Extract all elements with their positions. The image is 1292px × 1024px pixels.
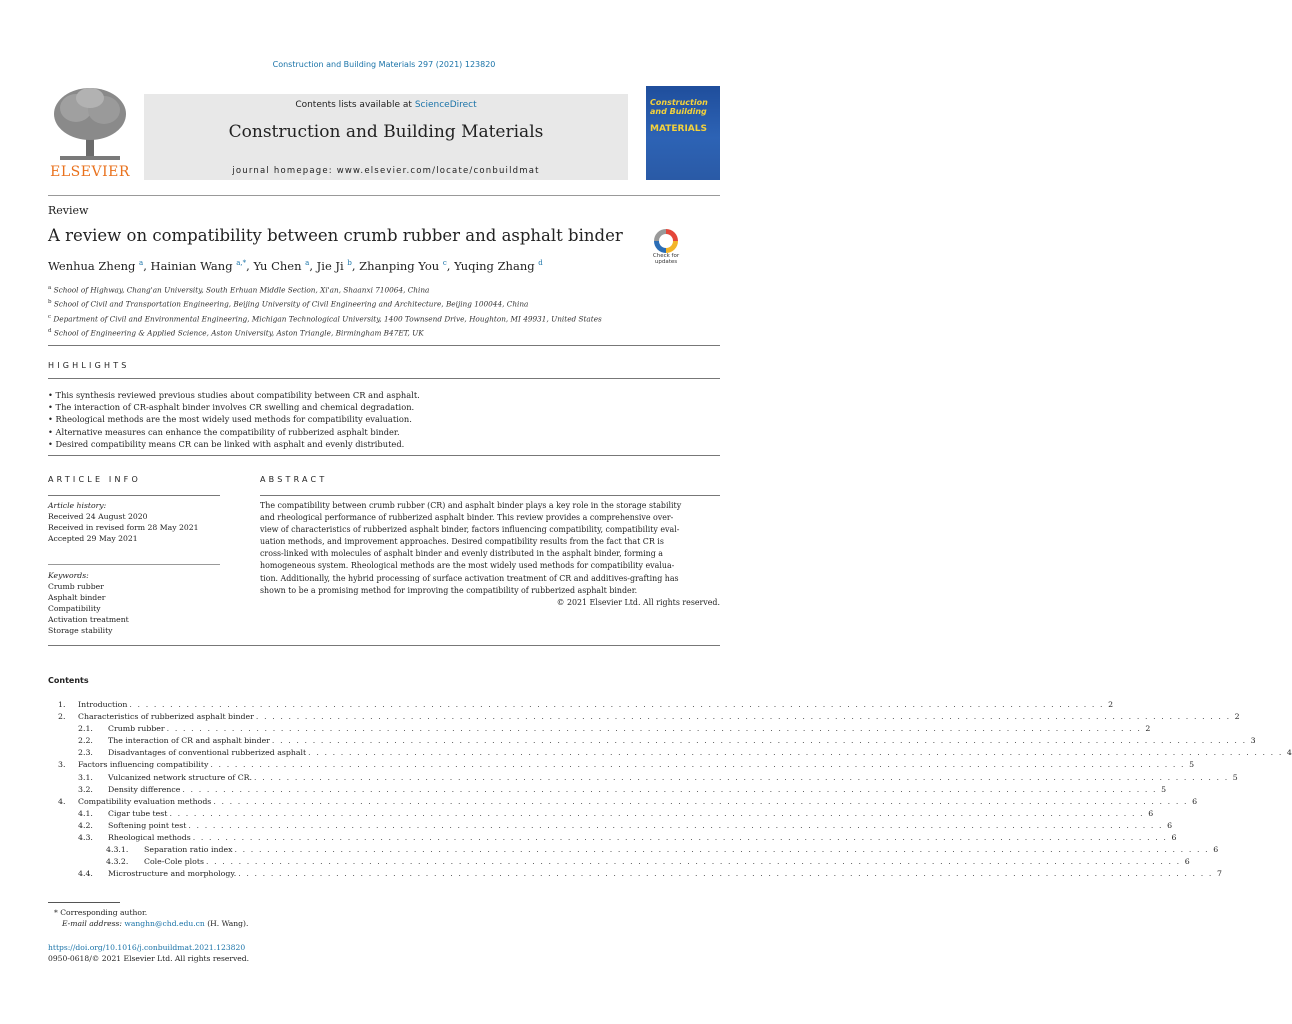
toc-leader: . . . . . . . . . . . . . . . . . . . . . . . . . . . . . . . . . . . . . . . . . . . . . . . . . . . . . . . . . . . . . . . . . . . . . . . . . . . . . . . . . . . . . . . . . . . . . . . . . . . . . . . . . . . . . . . . . . . . . . . . bbox=[255, 712, 1231, 722]
abstract-line: view of characteristics of rubberized asphalt binder, factors influencing compatibility, compatibility eval- bbox=[260, 525, 680, 535]
check-for-updates-badge[interactable] bbox=[648, 229, 684, 269]
highlight-item: • Rheological methods are the most widely used methods for compatibility evaluation. bbox=[48, 413, 720, 425]
abstract-line: homogeneous system. Rheological methods are the most widely used methods for compatibility evalua- bbox=[260, 561, 675, 571]
keyword-item[interactable]: Asphalt binder bbox=[48, 593, 106, 602]
toc-page: 2 bbox=[1145, 724, 1151, 734]
toc-entry[interactable] bbox=[48, 784, 1167, 796]
history-label: Article history: bbox=[48, 501, 107, 510]
toc-leader: . . . . . . . . . . . . . . . . . . . . . . . . . . . . . . . . . . . . . . . . . . . . . . . . . . . . . . . . . . . . . . . . . . . . . . . . . . . . . . . . . . . . . . . . . . . . . . . . . . . . . . . . . . . . . . . . . . . . . . . . bbox=[129, 700, 1105, 709]
abstract-body bbox=[260, 500, 720, 609]
contents-available-line bbox=[144, 100, 628, 110]
keyword-item[interactable]: Crumb rubber bbox=[48, 582, 104, 591]
toc-leader: . . . . . . . . . . . . . . . . . . . . . . . . . . . . . . . . . . . . . . . . . . . . . . . . . . . . . . . . . . . . . . . . . . . . . . . . . . . . . . . . . . . . . . . . . . . . . . . . . . . . . . . . . . . . . . . . . . . . . . . . bbox=[182, 784, 1158, 794]
email-note bbox=[48, 918, 448, 929]
author-affil-link[interactable]: a,* bbox=[236, 259, 247, 268]
toc-leader: . . . . . . . . . . . . . . . . . . . . . . . . . . . . . . . . . . . . . . . . . . . . . . . . . . . . . . . . . . . . . . . . . . . . . . . . . . . . . . . . . . . . . . . . . . . . . . . . . . . . . . . . . . . . . . . . . . . . . . . . bbox=[254, 772, 1229, 782]
journal-cover[interactable] bbox=[646, 86, 720, 180]
highlight-item: • Alternative measures can enhance the compatibility of rubberized asphalt binder. bbox=[48, 426, 720, 438]
toc-number: 3.2. bbox=[78, 784, 93, 794]
toc-leader: . . . . . . . . . . . . . . . . . . . . . . . . . . . . . . . . . . . . . . . . . . . . . . . . . . . . . . . . . . . . . . . . . . . . . . . . . . . . . . . . . . . . . . . . . . . . . . . . . . . . . . . . . . . . . . . . . . . . . . . . bbox=[238, 869, 1213, 879]
contents-prefix: Contents lists available at bbox=[295, 100, 415, 110]
author-name[interactable]: Hainian Wang bbox=[150, 259, 233, 273]
accepted-date: Accepted 29 May 2021 bbox=[48, 534, 138, 543]
divider bbox=[48, 495, 220, 496]
paper-title: A review on compatibility between crumb rubber and asphalt binder bbox=[48, 226, 623, 245]
toc-leader: . . . . . . . . . . . . . . . . . . . . . . . . . . . . . . . . . . . . . . . . . . . . . . . . . . . . . . . . . . . . . . . . . . . . . . . . . . . . . . . . . . . . . . . . . . . . . . . . . . . . . . . . . . . . . . . . . . . . . . . . bbox=[234, 845, 1210, 855]
toc-number: 4. bbox=[58, 796, 66, 806]
journal-title: Construction and Building Materials bbox=[228, 122, 544, 142]
affiliation-item: $^b$ School of Civil and Transportation Engineering, Beijing University of Civil Engineering and Architecture, Beijing 100044, China bbox=[48, 299, 529, 309]
divider bbox=[48, 455, 720, 456]
header-divider bbox=[48, 195, 720, 196]
highlights-list bbox=[48, 389, 720, 450]
toc-entry[interactable] bbox=[48, 759, 1195, 771]
highlights-heading: HIGHLIGHTS bbox=[48, 361, 130, 370]
article-type: Review bbox=[48, 204, 89, 217]
abstract-line: The compatibility between crumb rubber (CR) and asphalt binder plays a key role in the storage stability bbox=[260, 501, 682, 510]
toc-page: 5 bbox=[1161, 784, 1167, 794]
keywords-label: Keywords: bbox=[48, 571, 89, 580]
toc-page: 2 bbox=[1234, 712, 1240, 722]
divider bbox=[48, 345, 720, 346]
sciencedirect-link[interactable]: ScienceDirect bbox=[414, 100, 477, 110]
toc-page: 6 bbox=[1213, 845, 1219, 855]
toc-entry[interactable] bbox=[48, 856, 1190, 868]
toc-page: 5 bbox=[1189, 760, 1195, 770]
toc-number: 3. bbox=[58, 760, 66, 770]
toc-page: 5 bbox=[1232, 772, 1238, 782]
author-affil-link[interactable]: a bbox=[139, 259, 144, 268]
author-affil-link[interactable]: c bbox=[442, 259, 447, 268]
toc-number: 2. bbox=[58, 712, 66, 722]
toc-label[interactable]: Vulcanized network structure of CR. bbox=[108, 772, 253, 782]
keywords-block bbox=[48, 570, 228, 636]
toc-entry[interactable] bbox=[48, 772, 1238, 784]
toc-number: 4.3.2. bbox=[106, 857, 129, 867]
toc-leader: . . . . . . . . . . . . . . . . . . . . . . . . . . . . . . . . . . . . . . . . . . . . . . . . . . . . . . . . . . . . . . . . . . . . . . . . . . . . . . . . . . . . . . . . . . . . . . . . . . . . . . . . . . . . . . . . . . . . . . . . bbox=[192, 833, 1168, 843]
toc-label[interactable]: Introduction bbox=[78, 700, 128, 709]
email-suffix: (H. Wang). bbox=[204, 919, 249, 928]
toc-leader: . . . . . . . . . . . . . . . . . . . . . . . . . . . . . . . . . . . . . . . . . . . . . . . . . . . . . . . . . . . . . . . . . . . . . . . . . . . . . . . . . . . . . . . . . . . . . . . . . . . . . . . . . . . . . . . . . . . . . . . . bbox=[308, 748, 1283, 758]
toc-page: 2 bbox=[1108, 700, 1114, 709]
toc-number: 4.1. bbox=[78, 808, 93, 818]
toc-label[interactable]: Softening point test bbox=[108, 820, 187, 830]
elsevier-wordmark: ELSEVIER bbox=[50, 164, 130, 180]
toc-page: 4 bbox=[1286, 748, 1292, 758]
doi-link[interactable]: https://doi.org/10.1016/j.conbuildmat.2021.123820 bbox=[48, 943, 246, 952]
affiliation-item: $^a$ School of Highway, Chang'an University, South Erhuan Middle Section, Xi'an, Shaanxi 710064, China bbox=[48, 285, 430, 295]
footnotes bbox=[48, 907, 448, 929]
toc-entry[interactable] bbox=[48, 711, 1240, 723]
email-link[interactable]: wanghn@chd.edu.cn bbox=[124, 919, 205, 928]
divider bbox=[48, 645, 720, 646]
toc-leader: . . . . . . . . . . . . . . . . . . . . . . . . . . . . . . . . . . . . . . . . . . . . . . . . . . . . . . . . . . . . . . . . . . . . . . . . . . . . . . . . . . . . . . . . . . . . . . . . . . . . . . . . . . . . . . . . . . . . . . . . bbox=[169, 808, 1145, 818]
highlight-item: • Desired compatibility means CR can be linked with asphalt and evenly distributed. bbox=[48, 438, 720, 450]
abstract-line: uation methods, and improvement approaches. Desired compatibility results from the fact that CR is bbox=[260, 537, 664, 547]
toc-entry[interactable] bbox=[48, 735, 1256, 747]
toc-number: 2.2. bbox=[78, 736, 93, 746]
issn-line: 0950-0618/© 2021 Elsevier Ltd. All rights reserved. bbox=[48, 954, 250, 963]
abstract-line: tion. Additionally, the hybrid processing of surface activation treatment of CR and additives-grafting has bbox=[260, 573, 679, 583]
toc-number: 4.3.1. bbox=[106, 845, 129, 855]
footnote-divider bbox=[48, 902, 120, 903]
toc-page: 6 bbox=[1171, 833, 1177, 843]
toc-label[interactable]: Separation ratio index bbox=[144, 845, 233, 855]
cover-subtitle: MATERIALS bbox=[650, 124, 707, 134]
toc-entry[interactable] bbox=[48, 832, 1177, 844]
affiliation-item: $^c$ Department of Civil and Environmental Engineering, Michigan Technological University, 1400 Townsend Drive, Houghton, MI 49931, United States bbox=[48, 313, 602, 324]
article-info-heading: ARTICLE INFO bbox=[48, 475, 141, 484]
toc-entry[interactable] bbox=[48, 699, 1114, 711]
affiliations bbox=[48, 282, 688, 340]
toc-label[interactable]: Microstructure and morphology. bbox=[108, 869, 237, 879]
toc-label[interactable]: Cole-Cole plots bbox=[144, 857, 204, 867]
toc-label[interactable]: Disadvantages of conventional rubberized asphalt bbox=[108, 748, 307, 758]
author-name[interactable]: Yuqing Zhang bbox=[454, 259, 535, 273]
journal-info-box bbox=[144, 94, 628, 180]
toc-label[interactable]: The interaction of CR and asphalt binder bbox=[108, 736, 270, 746]
journal-homepage[interactable]: journal homepage: www.elsevier.com/locate/conbuildmat bbox=[232, 166, 540, 176]
received-date: Received 24 August 2020 bbox=[48, 512, 148, 521]
highlight-item: • This synthesis reviewed previous studies about compatibility between CR and asphalt. bbox=[48, 389, 720, 401]
toc-entry[interactable] bbox=[48, 820, 1173, 832]
toc-label[interactable]: Characteristics of rubberized asphalt binder bbox=[78, 712, 254, 722]
toc-label[interactable]: Rheological methods bbox=[108, 833, 191, 843]
toc-label[interactable]: Compatibility evaluation methods bbox=[78, 796, 212, 806]
toc-entry[interactable] bbox=[48, 723, 1151, 735]
toc-entry[interactable] bbox=[48, 796, 1198, 808]
toc-page: 7 bbox=[1216, 869, 1222, 879]
toc-page: 3 bbox=[1250, 736, 1256, 746]
toc-number: 1. bbox=[58, 700, 66, 709]
toc-leader: . . . . . . . . . . . . . . . . . . . . . . . . . . . . . . . . . . . . . . . . . . . . . . . . . . . . . . . . . . . . . . . . . . . . . . . . . . . . . . . . . . . . . . . . . . . . . . . . . . . . . . . . . . . . . . . . . . . . . . . . bbox=[205, 857, 1181, 867]
toc-label[interactable]: Factors influencing compatibility bbox=[78, 760, 209, 770]
revised-date: Received in revised form 28 May 2021 bbox=[48, 523, 199, 532]
elsevier-logo[interactable] bbox=[48, 84, 132, 182]
publication-info bbox=[48, 942, 448, 964]
toc-label[interactable]: Crumb rubber bbox=[108, 724, 165, 734]
toc-page: 6 bbox=[1167, 820, 1173, 830]
email-label: E-mail address: bbox=[62, 919, 125, 928]
abstract-line: cross-linked with molecules of asphalt binder and evenly distributed in the asphalt binder, forming a bbox=[260, 549, 663, 559]
toc-number: 2.1. bbox=[78, 724, 93, 734]
abstract-copyright: © 2021 Elsevier Ltd. All rights reserved. bbox=[556, 597, 720, 607]
check-updates-label: Check for updates bbox=[652, 253, 680, 265]
author-affil-link[interactable]: d bbox=[538, 259, 543, 268]
contents-heading: Contents bbox=[48, 676, 89, 685]
article-history bbox=[48, 500, 228, 544]
toc-label[interactable]: Cigar tube test bbox=[108, 808, 168, 818]
toc-leader: . . . . . . . . . . . . . . . . . . . . . . . . . . . . . . . . . . . . . . . . . . . . . . . . . . . . . . . . . . . . . . . . . . . . . . . . . . . . . . . . . . . . . . . . . . . . . . . . . . . . . . . . . . . . . . . . . . . . . . . . bbox=[210, 760, 1186, 770]
toc-entry[interactable] bbox=[48, 747, 1292, 759]
toc-leader: . . . . . . . . . . . . . . . . . . . . . . . . . . . . . . . . . . . . . . . . . . . . . . . . . . . . . . . . . . . . . . . . . . . . . . . . . . . . . . . . . . . . . . . . . . . . . . . . . . . . . . . . . . . . . . . . . . . . . . . . bbox=[213, 796, 1189, 806]
toc-number: 2.3. bbox=[78, 748, 93, 758]
toc-number: 3.1. bbox=[78, 772, 93, 782]
keyword-item[interactable]: Activation treatment bbox=[48, 615, 129, 624]
author-name[interactable]: Wenhua Zheng bbox=[48, 259, 136, 273]
author-affil-link[interactable]: a bbox=[305, 259, 310, 268]
divider bbox=[48, 378, 720, 379]
toc-label[interactable]: Density difference bbox=[108, 784, 181, 794]
author-affil-link[interactable]: b bbox=[347, 259, 352, 268]
toc-entry[interactable] bbox=[48, 868, 1222, 880]
toc-number: 4.3. bbox=[78, 833, 93, 843]
toc-entry[interactable] bbox=[48, 808, 1154, 820]
journal-header bbox=[48, 84, 720, 182]
affiliation-item: $^d$ School of Engineering & Applied Science, Aston University, Aston Triangle, Birmingham B47ET, UK bbox=[48, 328, 424, 338]
abstract-heading: ABSTRACT bbox=[260, 475, 328, 484]
author-list: Wenhua Zheng $^a$, Hainian Wang $^{a,*}$, Yu Chen $^a$, Jie Ji $^b$, Zhanping You $^c$, Yuqing Zhang $^d$ bbox=[48, 259, 543, 273]
toc-leader: . . . . . . . . . . . . . . . . . . . . . . . . . . . . . . . . . . . . . . . . . . . . . . . . . . . . . . . . . . . . . . . . . . . . . . . . . . . . . . . . . . . . . . . . . . . . . . . . . . . . . . . . . . . . . . . . . . . . . . . . bbox=[271, 736, 1247, 746]
journal-citation[interactable]: Construction and Building Materials 297 (2021) 123820 bbox=[272, 60, 496, 69]
toc-page: 6 bbox=[1192, 796, 1198, 806]
toc-page: 6 bbox=[1148, 808, 1154, 818]
toc-page: 6 bbox=[1184, 857, 1190, 867]
author-name[interactable]: Yu Chen bbox=[253, 259, 302, 273]
corresponding-author-note: * Corresponding author. bbox=[54, 908, 148, 917]
keyword-item[interactable]: Compatibility bbox=[48, 604, 101, 613]
abstract-line: shown to be a promising method for improving the compatibility of rubberized asphalt binder. bbox=[260, 585, 638, 595]
divider bbox=[48, 564, 220, 565]
divider bbox=[260, 495, 720, 496]
cover-title: Construction and Building bbox=[650, 98, 708, 116]
highlight-item: • The interaction of CR-asphalt binder involves CR swelling and chemical degradation. bbox=[48, 401, 720, 413]
keyword-item[interactable]: Storage stability bbox=[48, 626, 113, 635]
toc-leader: . . . . . . . . . . . . . . . . . . . . . . . . . . . . . . . . . . . . . . . . . . . . . . . . . . . . . . . . . . . . . . . . . . . . . . . . . . . . . . . . . . . . . . . . . . . . . . . . . . . . . . . . . . . . . . . . . . . . . . . . bbox=[166, 724, 1142, 734]
toc-entry[interactable] bbox=[48, 844, 1219, 856]
toc-number: 4.2. bbox=[78, 820, 93, 830]
author-name[interactable]: Jie Ji bbox=[316, 259, 344, 273]
abstract-line: and rheological performance of rubberized asphalt binder. This review provides a comprehensive over- bbox=[260, 513, 674, 523]
table-of-contents bbox=[48, 699, 1292, 880]
toc-leader: . . . . . . . . . . . . . . . . . . . . . . . . . . . . . . . . . . . . . . . . . . . . . . . . . . . . . . . . . . . . . . . . . . . . . . . . . . . . . . . . . . . . . . . . . . . . . . . . . . . . . . . . . . . . . . . . . . . . . . . . bbox=[188, 820, 1164, 830]
elsevier-tree-icon bbox=[48, 84, 132, 164]
author-name[interactable]: Zhanping You bbox=[359, 259, 440, 273]
toc-number: 4.4. bbox=[78, 869, 93, 879]
